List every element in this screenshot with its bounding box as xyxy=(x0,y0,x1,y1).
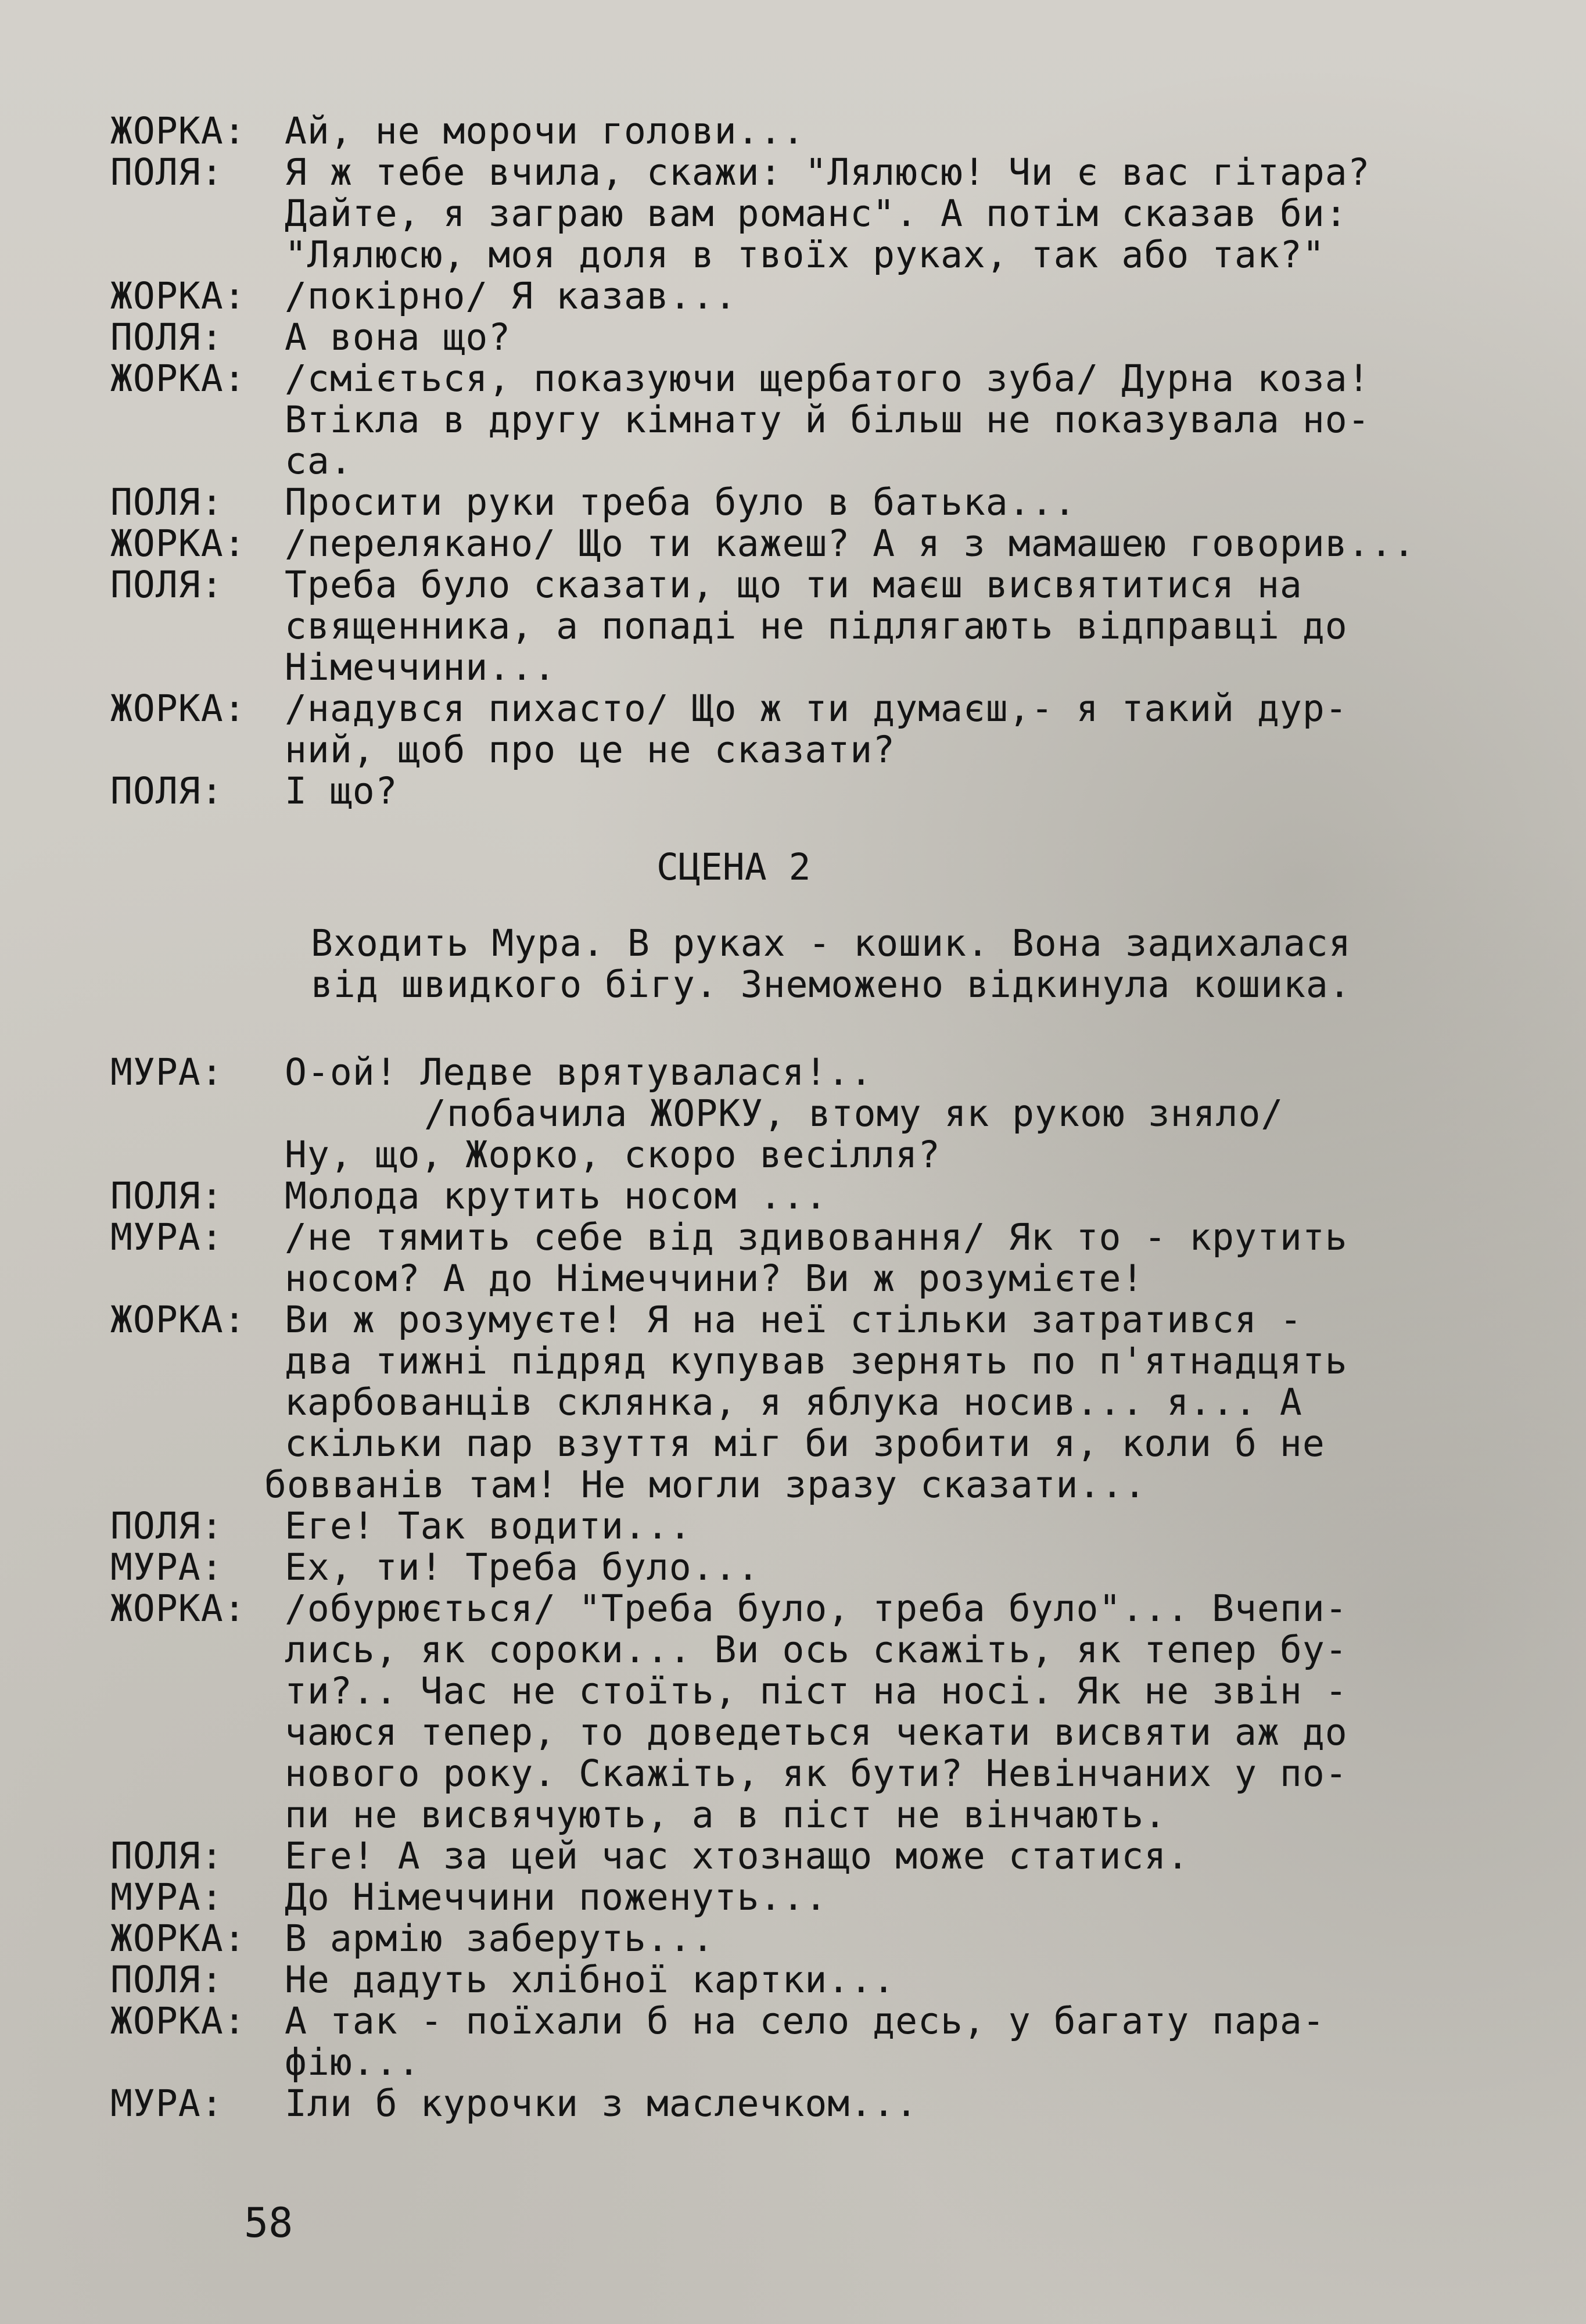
line-text: Просити руки треба було в батька... xyxy=(285,481,1077,523)
dialogue-line xyxy=(110,317,1551,358)
dialogue-line xyxy=(110,1382,1551,1423)
scene-heading: СЦЕНА 2 xyxy=(656,846,811,888)
line-text: В армію заберуть... xyxy=(285,1917,715,1960)
script-text xyxy=(110,110,1551,2124)
line-text: священника, а попаді не підлягають відправці до xyxy=(285,605,1348,647)
line-text: Треба було сказати, що ти маєш висвятитися на xyxy=(285,564,1302,606)
line-text: А вона що? xyxy=(285,316,511,358)
dialogue-line xyxy=(110,1670,1551,1712)
line-text: /побачила ЖОРКУ, втому як рукою зняло/ xyxy=(424,1092,1284,1135)
dialogue-line xyxy=(110,1959,1551,2000)
line-text: Німеччини... xyxy=(285,646,557,688)
line-text: Втікла в другу кімнату й більш не показувала но- xyxy=(285,399,1370,441)
line-text: нового року. Скажіть, як бути? Невінчаних у по- xyxy=(285,1752,1348,1795)
dialogue-line xyxy=(110,1340,1551,1382)
speaker-label: ПОЛЯ: xyxy=(110,564,224,606)
speaker-label: ЖОРКА: xyxy=(110,357,246,400)
line-text: лись, як сороки... Ви ось скажіть, як тепер бу- xyxy=(285,1629,1348,1671)
dialogue-line xyxy=(110,482,1551,523)
speaker-label: ПОЛЯ: xyxy=(110,770,224,812)
speaker-label: МУРА: xyxy=(110,1051,224,1093)
speaker-label: ПОЛЯ: xyxy=(110,481,224,523)
line-text: носом? А до Німеччини? Ви ж розумієте! xyxy=(285,1257,1144,1300)
stage-direction-line-2: від швидкого бігу. Знеможено відкинула кошика. xyxy=(311,963,1351,1006)
dialogue-line xyxy=(110,564,1551,605)
line-text: Не дадуть хлібної картки... xyxy=(285,1959,896,2001)
dialogue-line xyxy=(110,770,1551,812)
speaker-label: МУРА: xyxy=(110,1216,224,1258)
line-text: О-ой! Ледве врятувалася!.. xyxy=(285,1051,873,1093)
line-text: /обурюється/ "Треба було, треба було"... Вчепи- xyxy=(285,1587,1348,1630)
line-text: фію... xyxy=(285,2041,421,2083)
speaker-label: ЖОРКА: xyxy=(110,275,246,317)
line-text: Молода крутить носом ... xyxy=(285,1175,828,1217)
dialogue-line xyxy=(110,358,1551,399)
dialogue-line xyxy=(110,729,1551,770)
dialogue-line xyxy=(110,193,1551,234)
dialogue-line xyxy=(110,110,1551,152)
line-text: /перелякано/ Що ти кажеш? А я з мамашею говорив... xyxy=(285,522,1416,565)
line-text: карбованців склянка, я яблука носив... я... А xyxy=(285,1381,1302,1423)
dialogue-line xyxy=(110,1175,1551,1217)
speaker-label: ПОЛЯ: xyxy=(110,1959,224,2001)
line-text: /не тямить себе від здивовання/ Як то - крутить xyxy=(285,1216,1348,1258)
dialogue-line xyxy=(110,1918,1551,1959)
dialogue-line xyxy=(110,1217,1551,1258)
line-text: До Німеччини поженуть... xyxy=(285,1876,828,1918)
speaker-label: МУРА: xyxy=(110,1876,224,1918)
scene-heading-row xyxy=(110,847,1551,888)
speaker-label: ЖОРКА: xyxy=(110,110,246,152)
dialogue-line xyxy=(110,1134,1551,1175)
speaker-label: ЖОРКА: xyxy=(110,687,246,730)
speaker-label: ЖОРКА: xyxy=(110,1299,246,1341)
speaker-label: ЖОРКА: xyxy=(110,2000,246,2042)
speaker-label: ПОЛЯ: xyxy=(110,1835,224,1877)
line-text: два тижні підряд купував зернять по п'ятнадцять xyxy=(285,1340,1348,1382)
speaker-label: ПОЛЯ: xyxy=(110,1505,224,1547)
speaker-label: ПОЛЯ: xyxy=(110,1175,224,1217)
dialogue-block-1 xyxy=(110,110,1551,812)
dialogue-line xyxy=(110,440,1551,482)
line-text: Ай, не морочи голови... xyxy=(285,110,805,152)
line-text: А так - поїхали б на село десь, у багату пара- xyxy=(285,2000,1325,2042)
dialogue-block-2 xyxy=(110,1052,1551,2124)
stage-direction-line-1: Входить Мура. В руках - кошик. Вона задихалася xyxy=(311,922,1351,964)
dialogue-line xyxy=(110,1629,1551,1670)
line-text: /надувся пихасто/ Що ж ти думаєш,- я такий дур- xyxy=(285,687,1348,730)
dialogue-line xyxy=(110,647,1551,688)
line-text: ний, щоб про це не сказати? xyxy=(285,729,896,771)
dialogue-line xyxy=(110,1547,1551,1588)
line-text: бовванів там! Не могли зразу сказати... xyxy=(264,1464,1147,1506)
dialogue-line xyxy=(110,399,1551,440)
line-text: пи не висвячують, а в піст не вінчають. xyxy=(285,1794,1167,1836)
dialogue-line xyxy=(110,605,1551,647)
dialogue-line xyxy=(110,1877,1551,1918)
line-text: /покірно/ Я казав... xyxy=(285,275,737,317)
dialogue-line xyxy=(110,1588,1551,1629)
line-text: Еге! А за цей час хтознащо може статися. xyxy=(285,1835,1190,1877)
line-text: Іли б курочки з маслечком... xyxy=(285,2082,918,2125)
speaker-label: ПОЛЯ: xyxy=(110,151,224,193)
dialogue-line xyxy=(110,2000,1551,2042)
dialogue-line xyxy=(110,1753,1551,1794)
dialogue-line xyxy=(110,1423,1551,1464)
dialogue-line xyxy=(110,2042,1551,2083)
line-text: І що? xyxy=(285,770,398,812)
line-text: са. xyxy=(285,440,353,482)
line-text: Я ж тебе вчила, скажи: "Лялюсю! Чи є вас гітара? xyxy=(285,151,1370,193)
dialogue-line xyxy=(110,2083,1551,2124)
dialogue-line xyxy=(110,1835,1551,1877)
dialogue-line xyxy=(110,1505,1551,1547)
line-text: "Лялюсю, моя доля в твоїх руках, так або так?" xyxy=(285,234,1325,276)
dialogue-line xyxy=(110,1258,1551,1299)
dialogue-line xyxy=(110,1794,1551,1835)
line-text: Ну, що, Жорко, скоро весілля? xyxy=(285,1134,941,1176)
speaker-label: ПОЛЯ: xyxy=(110,316,224,358)
dialogue-line xyxy=(110,1299,1551,1340)
speaker-label: МУРА: xyxy=(110,2082,224,2125)
line-text: Еге! Так водити... xyxy=(285,1505,692,1547)
line-text: /сміється, показуючи щербатого зуба/ Дурна коза! xyxy=(285,357,1370,400)
speaker-label: ЖОРКА: xyxy=(110,1587,246,1630)
speaker-label: ЖОРКА: xyxy=(110,1917,246,1960)
dialogue-line xyxy=(110,275,1551,317)
speaker-label: ЖОРКА: xyxy=(110,522,246,565)
dialogue-line xyxy=(110,1093,1551,1134)
page-number: 58 xyxy=(244,2199,293,2247)
line-text: ти?.. Час не стоїть, піст на носі. Як не звін - xyxy=(285,1670,1348,1712)
dialogue-line xyxy=(110,234,1551,275)
dialogue-line xyxy=(110,152,1551,193)
dialogue-line xyxy=(110,688,1551,729)
dialogue-line xyxy=(110,1464,1551,1505)
line-text: скільки пар взуття міг би зробити я, коли б не xyxy=(285,1422,1325,1465)
line-text: Ех, ти! Треба було... xyxy=(285,1546,760,1588)
dialogue-line xyxy=(110,523,1551,564)
speaker-label: МУРА: xyxy=(110,1546,224,1588)
line-text: Дайте, я заграю вам романс". А потім сказав би: xyxy=(285,192,1348,235)
dialogue-line xyxy=(110,1052,1551,1093)
line-text: Ви ж розумуєте! Я на неї стільки затратився - xyxy=(285,1299,1302,1341)
line-text: чаюся тепер, то доведеться чекати висвяти аж до xyxy=(285,1711,1348,1753)
dialogue-line xyxy=(110,1712,1551,1753)
